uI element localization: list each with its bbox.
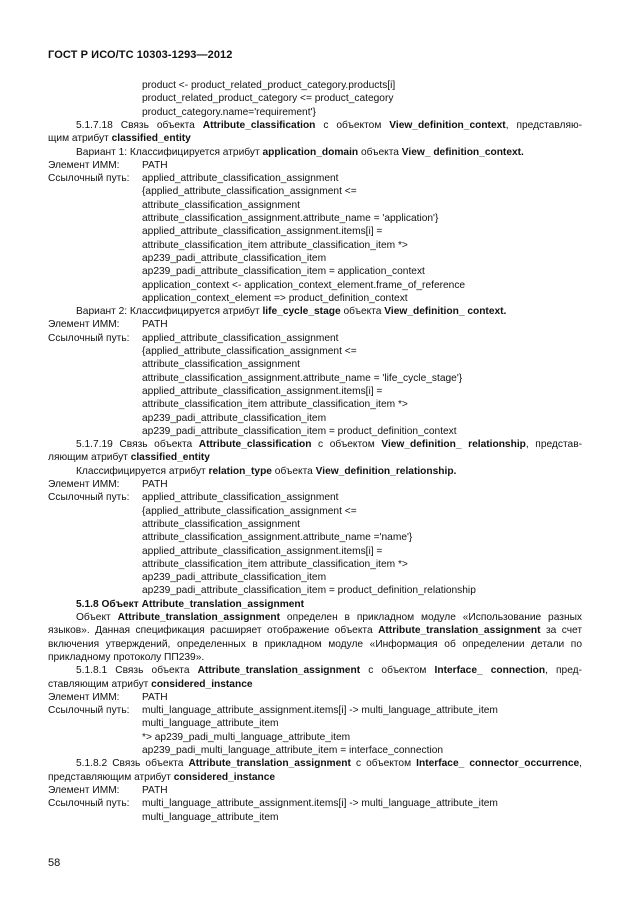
text-run: с объектом xyxy=(350,758,417,770)
reference-path-label: Ссылочный путь: xyxy=(48,332,130,344)
text-run: с объектом xyxy=(315,119,390,131)
path-line: attribute_classification_item attribute_classification_item *> xyxy=(142,558,408,570)
element-label: Элемент ИММ: xyxy=(48,479,120,490)
text-run: включения утверждений, определенных в прикладном модуле «Информация об определении детали по xyxy=(48,638,582,650)
bold-term: Attribute_translation_assignment xyxy=(188,758,351,770)
path-line: attribute_classification_assignment.attribute_name = 'application'} xyxy=(142,213,439,224)
bold-term: View_ definition_context. xyxy=(401,146,524,158)
mapping-value: PATH xyxy=(142,319,168,331)
path-line: attribute_classification_item attribute_classification_item *> xyxy=(142,239,408,251)
text-run: прикладному протоколу ПП239». xyxy=(48,651,205,663)
text-line xyxy=(76,119,582,132)
path-line: *> ap239_padi_multi_language_attribute_item xyxy=(142,731,351,743)
text-run: , пред- xyxy=(545,665,582,677)
path-line: {applied_attribute_classification_assignment <= xyxy=(142,505,357,517)
text-run: Вариант 2: Классифицируется атрибут xyxy=(76,306,263,318)
bold-term: Attribute_translation_assignment xyxy=(378,625,541,637)
mapping-value: PATH xyxy=(142,784,168,796)
mapping-value: PATH xyxy=(142,159,168,171)
bold-term: View_definition_context xyxy=(389,119,506,131)
text-run: Вариант 1: Классифицируется атрибут xyxy=(76,146,263,158)
path-line: attribute_classification_assignment.attribute_name = 'life_cycle_stage'} xyxy=(142,372,463,384)
path-line: applied_attribute_classification_assignment.items[i] = xyxy=(142,385,383,397)
text-run: 5.1.8.2 Связь объекта xyxy=(76,758,189,770)
reference-path-label: Ссылочный путь: xyxy=(48,492,130,504)
text-run: объекта xyxy=(358,146,402,158)
path-line: attribute_classification_assignment xyxy=(142,359,300,371)
path-line: multi_language_attribute_item xyxy=(142,811,279,823)
text-run: ставляющим атрибут xyxy=(48,678,152,690)
element-label: Элемент ИММ: xyxy=(48,319,120,331)
text-line xyxy=(76,757,582,770)
bold-term: Attribute_classification xyxy=(202,119,316,131)
path-line: ap239_padi_attribute_classification_item xyxy=(142,572,327,584)
text-run: представляющим атрибут xyxy=(48,771,174,783)
path-line: ap239_padi_attribute_classification_item xyxy=(142,412,327,424)
text-line xyxy=(48,651,204,664)
path-line: application_context_element => product_definition_context xyxy=(142,292,408,304)
text-run: ляющим атрибут xyxy=(48,452,131,464)
text-run: за счет xyxy=(540,625,582,637)
text-line xyxy=(48,624,582,637)
text-run: 5.1.7.19 Связь объекта xyxy=(76,439,199,451)
mapping-value: applied_attribute_classification_assignment xyxy=(142,492,339,504)
mapping-value: PATH xyxy=(142,479,168,490)
bold-term: considered_instance xyxy=(173,771,276,783)
text-run: Объект xyxy=(76,612,118,623)
path-line: ap239_padi_attribute_classification_item = application_context xyxy=(142,266,425,278)
path-line: applied_attribute_classification_assignment.items[i] = xyxy=(142,545,383,557)
path-line: attribute_classification_item attribute_classification_item *> xyxy=(142,399,408,411)
path-line: product_category.name='requirement'} xyxy=(142,106,316,118)
bold-term: View_definition_relationship. xyxy=(315,465,457,477)
path-line: product <- product_related_product_category.products[i] xyxy=(142,80,396,91)
bold-term: View_definition_ relationship xyxy=(381,439,526,451)
text-run: объекта xyxy=(271,465,316,477)
text-run: , xyxy=(579,758,583,770)
element-label: Элемент ИММ: xyxy=(48,159,120,171)
mapping-value: applied_attribute_classification_assignment xyxy=(142,173,339,185)
text-run: , представляю- xyxy=(505,119,582,131)
bold-term: View_definition_ context. xyxy=(384,306,507,318)
reference-path-label: Ссылочный путь: xyxy=(48,705,130,717)
text-line xyxy=(48,678,253,691)
text-run: щим атрибут xyxy=(48,133,112,145)
text-line xyxy=(76,438,582,451)
bold-term: Interface_ connection xyxy=(434,665,546,677)
mapping-value: multi_language_attribute_assignment.items[i] -> multi_language_attribute_item xyxy=(142,798,498,810)
element-label: Элемент ИММ: xyxy=(48,784,120,796)
text-run: определен в прикладном модуле «Использование разных xyxy=(280,612,582,623)
reference-path-label: Ссылочный путь: xyxy=(48,798,130,810)
path-line: product_related_product_category <= product_category xyxy=(142,93,394,105)
path-line: ap239_padi_attribute_classification_item = product_definition_relationship xyxy=(142,585,476,597)
path-line: applied_attribute_classification_assignment.items[i] = xyxy=(142,226,383,238)
text-run: с объектом xyxy=(360,665,435,677)
text-line xyxy=(76,598,304,611)
path-line: {applied_attribute_classification_assignment <= xyxy=(142,346,357,357)
text-line xyxy=(48,132,191,145)
bold-term: Attribute_classification xyxy=(198,439,312,451)
mapping-value: PATH xyxy=(142,691,168,703)
bold-term: considered_instance xyxy=(151,678,253,690)
path-line: ap239_padi_multi_language_attribute_item = interface_connection xyxy=(142,745,444,756)
text-run: объекта xyxy=(340,306,385,318)
bold-term: relation_type xyxy=(208,465,272,477)
bold-term: life_cycle_stage xyxy=(262,306,341,318)
path-line: attribute_classification_assignment xyxy=(142,199,300,211)
text-line xyxy=(76,305,506,318)
page-header: ГОСТ Р ИСО/ТС 10303-1293—2012 xyxy=(48,49,233,61)
bold-term: application_domain xyxy=(262,146,359,158)
path-line: multi_language_attribute_item xyxy=(142,718,279,730)
text-run: 5.1.8.1 Связь объекта xyxy=(76,665,198,677)
path-line: ap239_padi_attribute_classification_item xyxy=(142,252,327,264)
bold-term: classified_entity xyxy=(111,133,191,145)
text-run: , представ- xyxy=(525,439,582,451)
path-line: {applied_attribute_classification_assignment <= xyxy=(142,186,357,198)
path-line: attribute_classification_assignment xyxy=(142,518,300,530)
text-run: Классифицируется атрибут xyxy=(76,465,209,477)
text-line xyxy=(76,664,582,677)
mapping-value: applied_attribute_classification_assignment xyxy=(142,332,339,344)
text-line xyxy=(76,611,582,624)
path-line: ap239_padi_attribute_classification_item = product_definition_context xyxy=(142,425,457,437)
path-line: attribute_classification_assignment.attribute_name ='name'} xyxy=(142,532,413,544)
path-line: application_context <- application_context_element.frame_of_reference xyxy=(142,279,466,291)
text-run: 5.1.7.18 Связь объекта xyxy=(76,119,203,131)
text-run: с объектом xyxy=(311,439,382,451)
bold-term: classified_entity xyxy=(130,452,210,464)
text-line xyxy=(48,638,582,651)
bold-term: Interface_ connector_occurrence xyxy=(416,758,580,770)
text-run: языков». Данная спецификация расширяет отображение объекта xyxy=(48,625,379,637)
bold-term: Attribute_translation_assignment xyxy=(197,665,361,677)
reference-path-label: Ссылочный путь: xyxy=(48,173,130,185)
element-label: Элемент ИММ: xyxy=(48,691,120,703)
bold-term: 5.1.8 Объект Attribute_translation_assignment xyxy=(76,598,305,610)
text-line xyxy=(48,451,210,464)
text-line xyxy=(48,771,275,784)
bold-term: Attribute_translation_assignment xyxy=(117,612,281,623)
text-line xyxy=(76,465,456,478)
page-number: 58 xyxy=(48,857,61,869)
mapping-value: multi_language_attribute_assignment.items[i] -> multi_language_attribute_item xyxy=(142,705,498,717)
text-line xyxy=(76,146,524,159)
